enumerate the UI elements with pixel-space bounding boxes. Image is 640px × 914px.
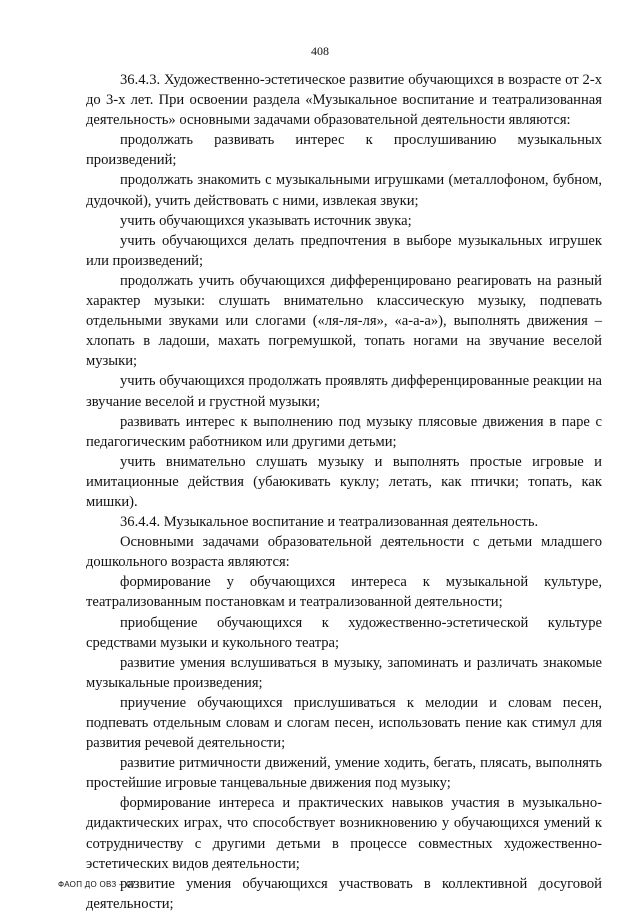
paragraph: 36.4.3. Художественно-эстетическое развитие обучающихся в возрасте от 2-х до 3-х лет. При освоении раздела «Музыкальное воспитание и театрализованная деятельность» основными задачами образовательной деятельности являются: <box>86 72 602 129</box>
body-text <box>86 70 602 914</box>
paragraph: продолжать развивать интерес к прослушиванию музыкальных произведений; <box>86 132 602 169</box>
paragraph: приучение обучающихся прислушиваться к мелодии и словам песен, подпевать отдельным словам и слогам песен, использовать пение как стимул для развития речевой деятельности; <box>86 694 602 752</box>
paragraph: учить внимательно слушать музыку и выполнять простые игровые и имитационные действия (убаюкивать куклу; летать, как птички; топать, как мишки). <box>86 453 602 510</box>
paragraph: продолжать знакомить с музыкальными игрушками (металлофоном, бубном, дудочкой), учить действовать с ними, извлекая звуки; <box>86 172 602 209</box>
paragraph: приобщение обучающихся к художественно-эстетической культуре средствами музыки и кукольного театра; <box>86 614 602 651</box>
paragraph: продолжать учить обучающихся дифференцировано реагировать на разный характер музыки: слушать внимательно классическую музыку, подпевать отдельными звуками или слогами («ля-ля-ля», «а-а-а»), выполнять движения – хлопать в ладоши, махать погремушкой, топать ногами на звучание веселой музыки; <box>86 272 602 370</box>
paragraph: развивать интерес к выполнению под музыку плясовые движения в паре с педагогическим работником или другими детьми; <box>86 413 602 450</box>
paragraph: формирование у обучающихся интереса к музыкальной культуре, театрализованным постановкам и театрализованной деятельности; <box>86 574 602 611</box>
footer-label: ФАОП ДО ОВЗ – 07 <box>58 880 136 889</box>
section-heading: 36.4.4. Музыкальное воспитание и театрализованная деятельность. <box>120 514 539 531</box>
paragraph: развитие ритмичности движений, умение ходить, бегать, плясать, выполнять простейшие игровые танцевальные движения под музыку; <box>86 755 602 792</box>
paragraph: формирование интереса и практических навыков участия в музыкально-дидактических играх, что способствует возникновению у обучающихся умений к сотрудничеству с другими детьми в процессе совместных художественно-эстетических видов деятельности; <box>86 795 602 872</box>
paragraph: учить обучающихся делать предпочтения в выборе музыкальных игрушек или произведений; <box>86 232 602 269</box>
paragraph: развитие умения вслушиваться в музыку, запоминать и различать знакомые музыкальные произведения; <box>86 654 602 691</box>
paragraph: учить обучающихся указывать источник звука; <box>120 212 412 229</box>
paragraph: Основными задачами образовательной деятельности с детьми младшего дошкольного возраста являются: <box>86 534 602 571</box>
page-number: 408 <box>311 44 329 58</box>
paragraph: учить обучающихся продолжать проявлять дифференцированные реакции на звучание веселой и грустной музыки; <box>86 373 602 410</box>
paragraph: развитие умения обучающихся участвовать в коллективной досуговой деятельности; <box>86 875 602 912</box>
